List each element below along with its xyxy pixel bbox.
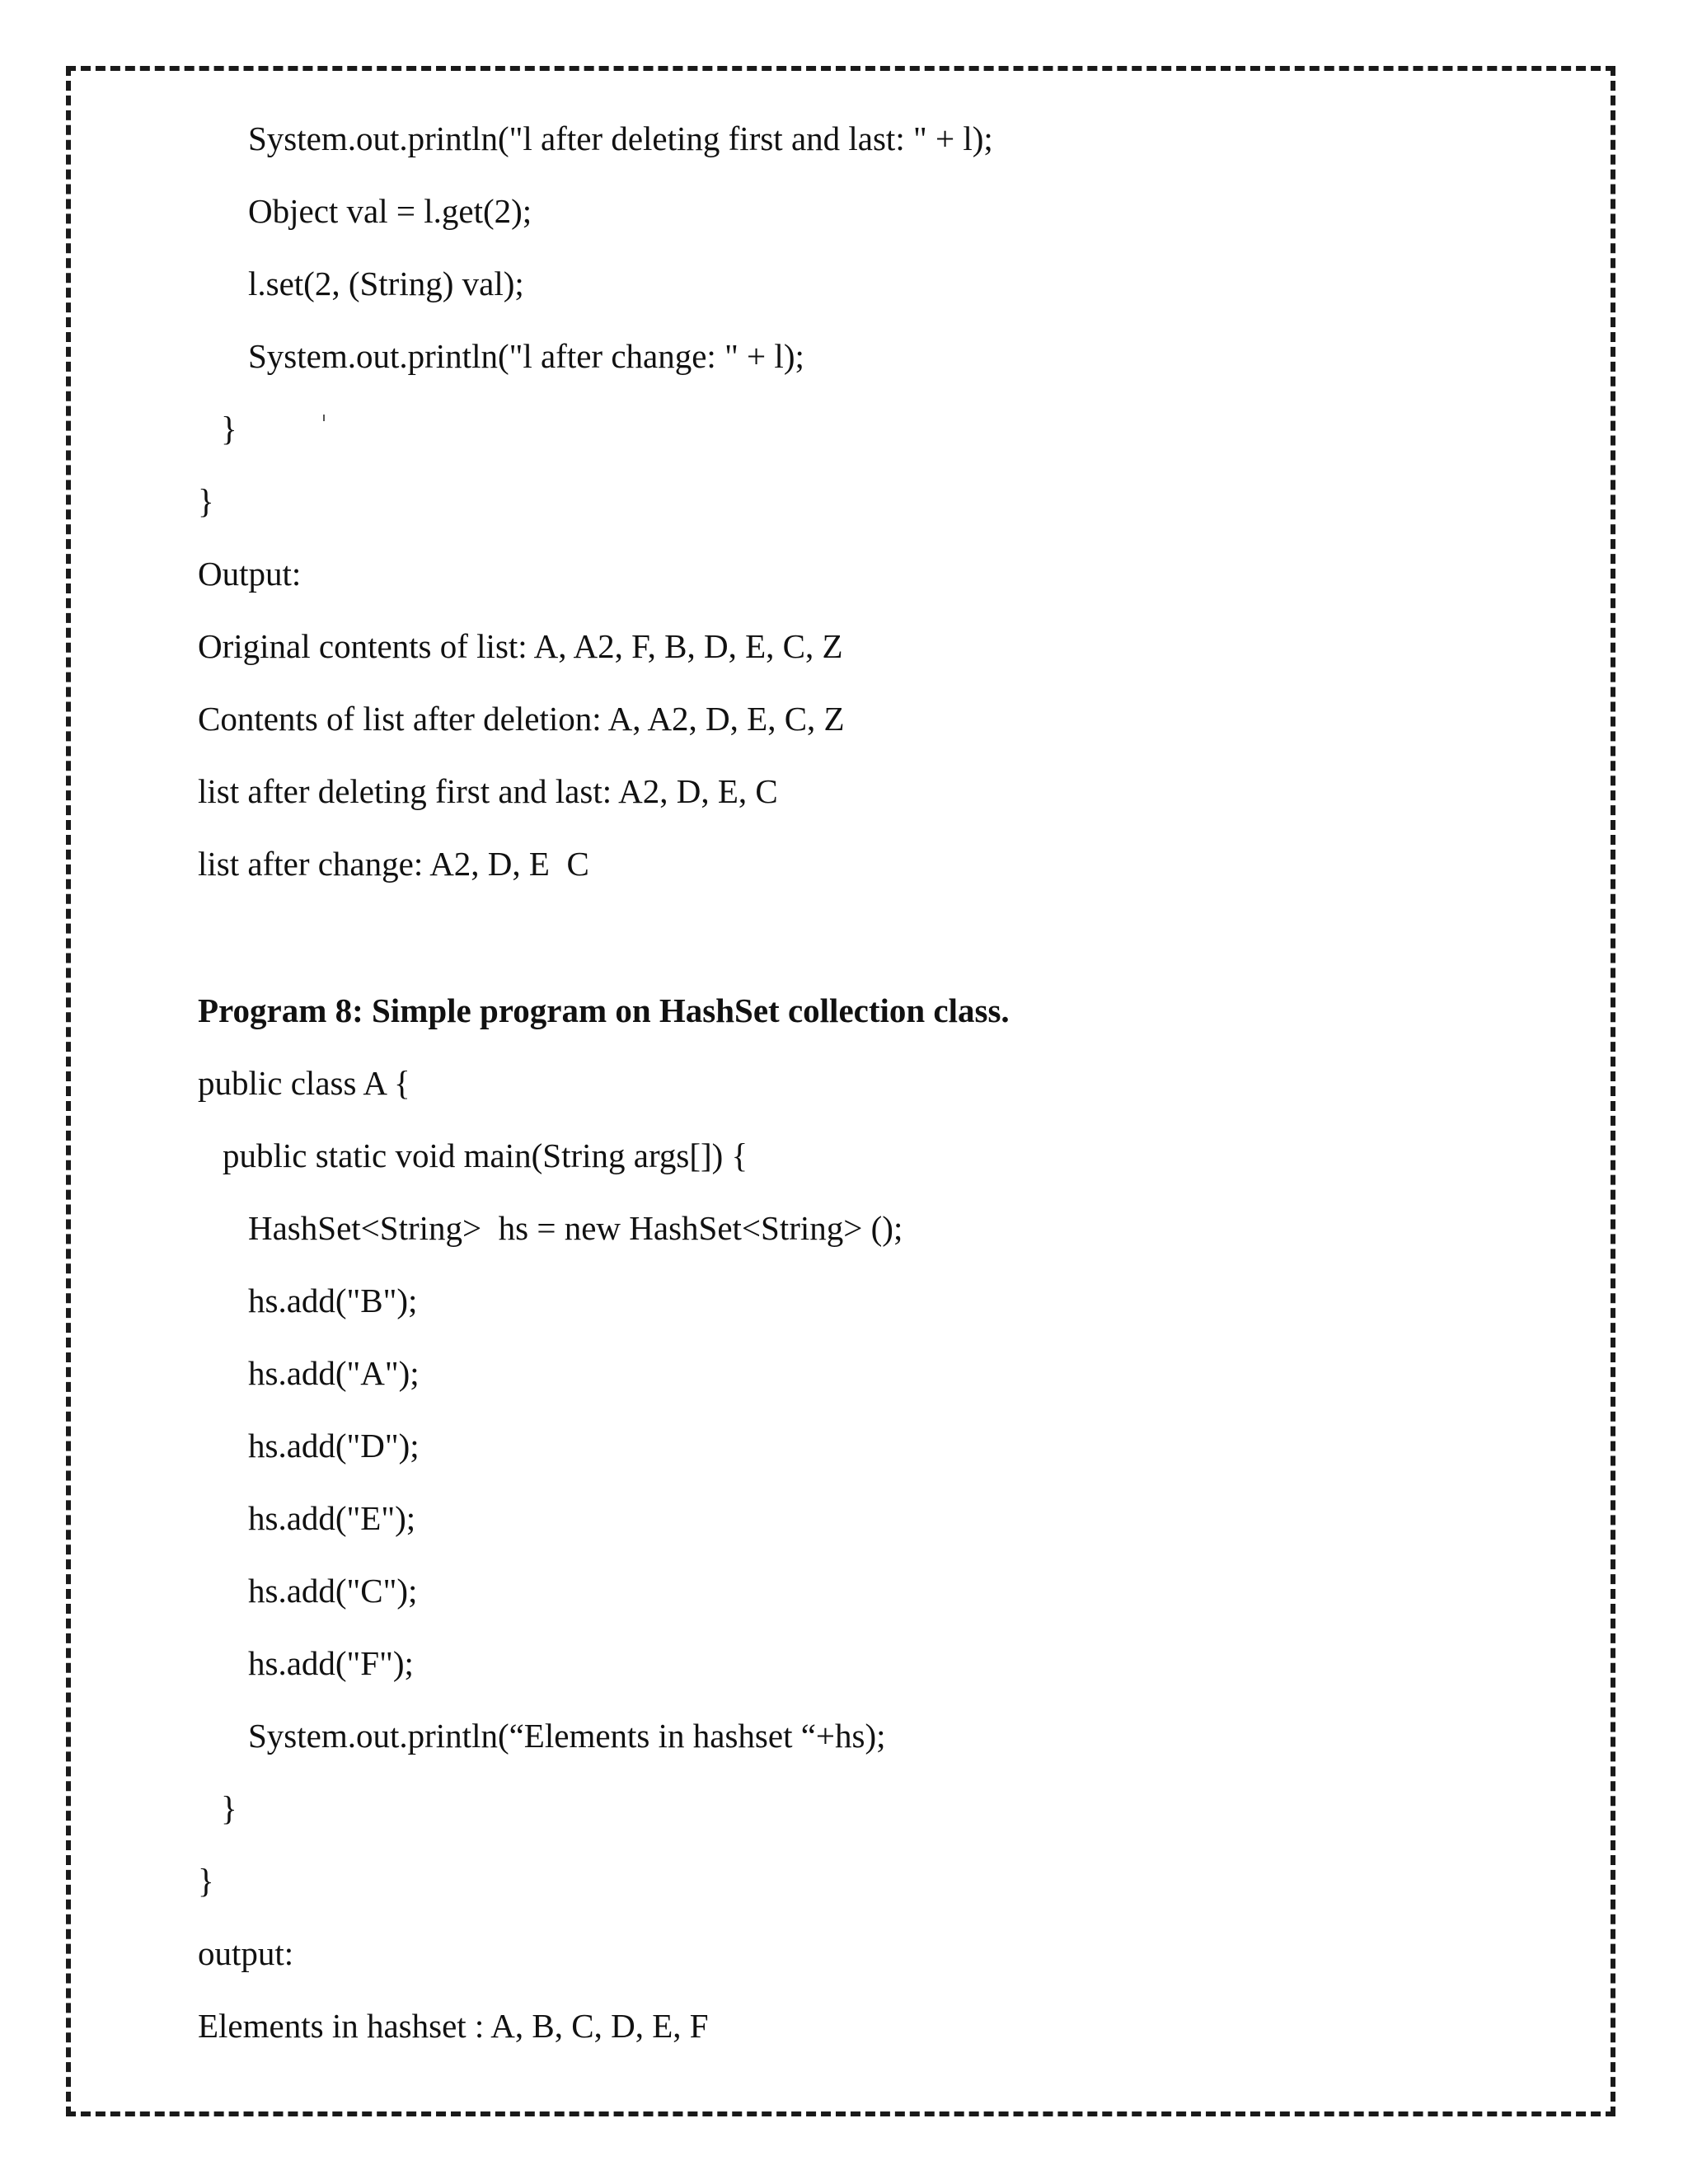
code-line: l.set(2, (String) val); [248, 265, 524, 302]
code-line: HashSet<String> hs = new HashSet<String> (); [248, 1209, 903, 1247]
output-line: list after deleting first and last: A2, D, E, C [198, 772, 778, 810]
code-line: public class A { [198, 1064, 410, 1102]
output-label: Output: [198, 555, 302, 593]
code-line: hs.add("C"); [248, 1572, 418, 1610]
closing-brace: } [221, 410, 237, 448]
closing-brace: } [221, 1789, 237, 1827]
output-line: list after change: A2, D, E C [198, 845, 589, 883]
output-label: output: [198, 1934, 294, 1972]
code-line: hs.add("E"); [248, 1499, 416, 1537]
closing-brace: } [198, 482, 214, 520]
scan-speck [323, 415, 325, 421]
code-line: public static void main(String args[]) { [223, 1137, 748, 1174]
closing-brace: } [198, 1862, 214, 1900]
code-line: hs.add("D"); [248, 1427, 420, 1465]
output-line: Contents of list after deletion: A, A2, D, E, C, Z [198, 700, 845, 738]
code-line: hs.add("B"); [248, 1282, 418, 1319]
code-line: System.out.println(“Elements in hashset “+hs); [248, 1717, 886, 1755]
code-line: hs.add("F"); [248, 1644, 414, 1682]
code-line: hs.add("A"); [248, 1354, 420, 1392]
code-line: System.out.println("l after change: " + l); [248, 337, 804, 375]
program-heading: Program 8: Simple program on HashSet collection class. [198, 991, 1010, 1029]
output-line: Original contents of list: A, A2, F, B, D, E, C, Z [198, 627, 843, 665]
code-line: Object val = l.get(2); [248, 192, 532, 230]
code-line: System.out.println("l after deleting first and last: " + l); [248, 120, 993, 157]
output-line: Elements in hashset : A, B, C, D, E, F [198, 2007, 709, 2045]
